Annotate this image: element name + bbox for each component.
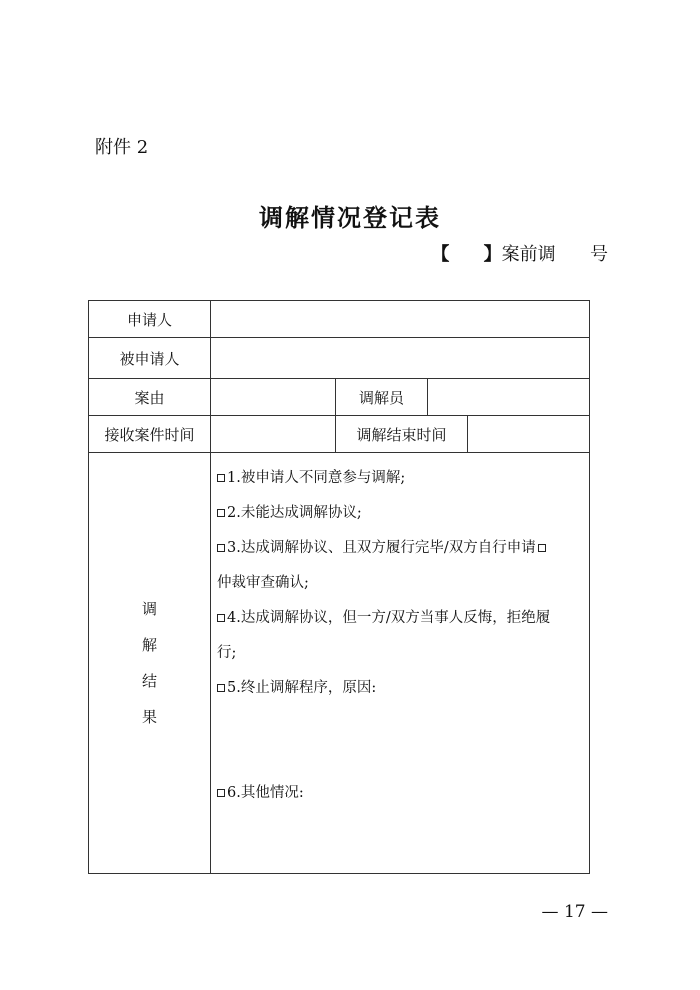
option-3[interactable]: 3.达成调解协议、且双方履行完毕/双方自行申请 bbox=[217, 531, 583, 566]
option-2[interactable]: 2.未能达成调解协议; bbox=[217, 496, 583, 531]
page-number: — 17 — bbox=[541, 902, 608, 922]
result-label-char: 果 bbox=[141, 708, 157, 726]
cause-field[interactable] bbox=[211, 379, 336, 416]
case-number-suffix: 号 bbox=[590, 244, 608, 265]
cause-label: 案由 bbox=[89, 379, 211, 416]
option-6[interactable]: 6.其他情况: bbox=[217, 776, 583, 811]
case-number bbox=[431, 240, 608, 266]
checkbox-icon[interactable] bbox=[538, 544, 546, 552]
applicant-field[interactable] bbox=[211, 301, 590, 338]
registration-form-table bbox=[88, 300, 590, 874]
option-1[interactable]: 1.被申请人不同意参与调解; bbox=[217, 461, 583, 496]
applicant-label: 申请人 bbox=[89, 301, 211, 338]
checkbox-icon[interactable] bbox=[217, 544, 225, 552]
result-options bbox=[211, 453, 590, 874]
result-label-char: 解 bbox=[141, 636, 157, 654]
received-time-field[interactable] bbox=[211, 416, 336, 453]
received-time-label: 接收案件时间 bbox=[89, 416, 211, 453]
respondent-field[interactable] bbox=[211, 338, 590, 379]
checkbox-icon[interactable] bbox=[217, 509, 225, 517]
checkbox-icon[interactable] bbox=[217, 474, 225, 482]
checkbox-icon[interactable] bbox=[217, 614, 225, 622]
result-label-char: 结 bbox=[141, 672, 157, 690]
attachment-label: 附件 2 bbox=[95, 137, 149, 158]
option-4-continued: 行; bbox=[217, 645, 237, 661]
result-label-char: 调 bbox=[141, 600, 157, 618]
mediator-label: 调解员 bbox=[336, 379, 428, 416]
option-4[interactable]: 4.达成调解协议，但一方/双方当事人反悔，拒绝履 bbox=[217, 601, 583, 636]
end-time-label: 调解结束时间 bbox=[336, 416, 468, 453]
checkbox-icon[interactable] bbox=[217, 789, 225, 797]
case-number-open-bracket: 【 bbox=[431, 244, 450, 265]
end-time-field[interactable] bbox=[468, 416, 590, 453]
option-5[interactable]: 5.终止调解程序，原因: bbox=[217, 671, 583, 706]
checkbox-icon[interactable] bbox=[217, 684, 225, 692]
respondent-label: 被申请人 bbox=[89, 338, 211, 379]
case-number-close-bracket: 】 bbox=[483, 244, 502, 265]
option-3-continued: 仲裁审查确认; bbox=[217, 575, 309, 591]
mediator-field[interactable] bbox=[428, 379, 590, 416]
page-title: 调解情况登记表 bbox=[259, 203, 441, 232]
case-number-text: 案前调 bbox=[501, 244, 556, 265]
result-label bbox=[89, 453, 211, 874]
